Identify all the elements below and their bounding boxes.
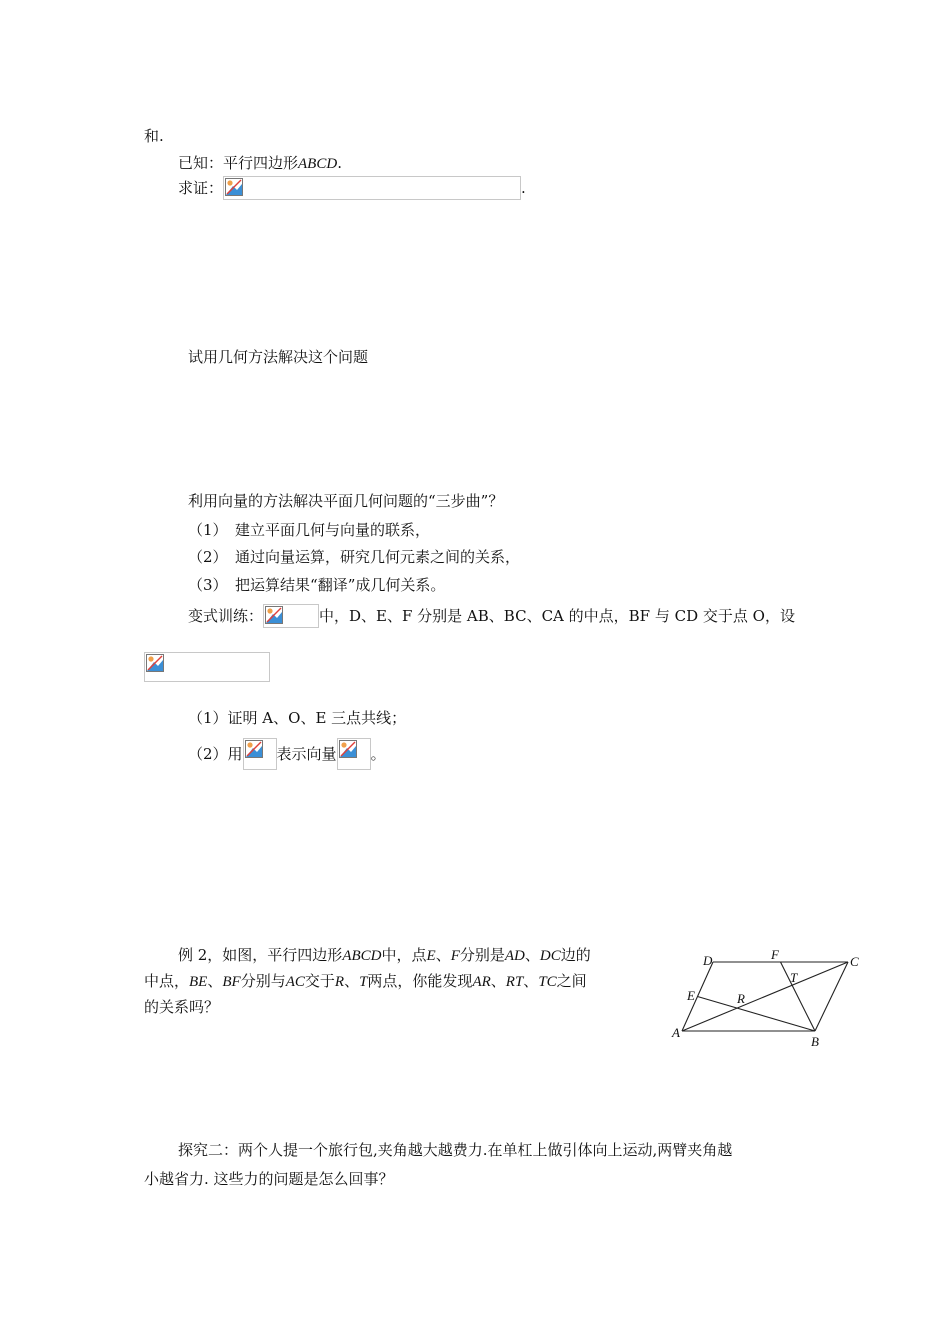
segment-bf [781, 962, 816, 1031]
example2-line-2 [144, 971, 587, 992]
broken-image-icon [339, 740, 357, 758]
ex2-text: 、 [490, 972, 506, 990]
three-steps-title: 利用向量的方法解决平面几何问题的“三步曲”？ [188, 492, 504, 510]
ex2-be: BE [189, 974, 208, 990]
side-bc [815, 962, 848, 1031]
ex2-text: 、 [435, 946, 451, 964]
broken-image-icon [146, 654, 164, 672]
known-label: 已知：平行四边形 [178, 154, 299, 172]
diagonal-ac [682, 962, 848, 1031]
label-c: C [850, 954, 859, 969]
ex2-text: 之间 [556, 972, 587, 990]
ex2-text: 中点， [144, 972, 190, 990]
vector-ao-image [337, 738, 371, 770]
ex2-text: 中，点 [381, 946, 427, 964]
variant-line [188, 603, 795, 628]
vector-setup-image [144, 652, 270, 682]
label-t: T [790, 970, 798, 985]
ex2-ad: AD [504, 948, 525, 964]
question-2 [188, 737, 386, 770]
parallelogram-figure [668, 946, 868, 1052]
variant-label: 变式训练： [188, 607, 264, 625]
step-1: （1） 建立平面几何与向量的联系， [188, 521, 431, 539]
known-end: . [337, 154, 342, 172]
ex2-text: 分别与 [240, 972, 286, 990]
question-1: （1）证明 A、O、E 三点共线； [188, 709, 407, 727]
broken-image-icon [225, 178, 243, 196]
formula-image [223, 176, 521, 200]
q2-prefix: （2）用 [188, 745, 243, 763]
ex2-text: 边的 [560, 946, 591, 964]
ex2-f: F [450, 948, 460, 964]
segment-be [698, 997, 816, 1032]
ex2-tc: TC [538, 974, 557, 990]
prove-line [178, 175, 526, 200]
label-d: D [703, 953, 713, 968]
step-2: （2） 通过向量运算，研究几何元素之间的关系， [188, 548, 521, 566]
label-e: E [687, 988, 695, 1003]
example2-line-1 [178, 945, 591, 966]
label-f: F [771, 947, 779, 962]
label-a: A [672, 1025, 680, 1040]
known-line [178, 153, 342, 174]
ex2-t: T [359, 974, 368, 990]
vector-a-b-image [243, 738, 277, 770]
ex2-ac: AC [285, 974, 305, 990]
explore2-line-2: 小越省力. 这些力的问题是怎么回事？ [144, 1170, 394, 1188]
triangle-image [263, 604, 319, 628]
ex2-text: 、 [524, 946, 540, 964]
ex2-dc: DC [539, 948, 561, 964]
ex2-text: 、 [344, 972, 360, 990]
q2-end: 。 [370, 745, 386, 763]
ex2-ar: AR [472, 974, 491, 990]
broken-image-icon [245, 740, 263, 758]
ex2-r: R [334, 974, 345, 990]
ex2-text: 两点，你能发现 [367, 972, 473, 990]
ex2-text: 分别是 [459, 946, 505, 964]
explore2-line-1: 探究二：两个人提一个旅行包,夹角越大越费力.在单杠上做引体向上运动,两臂夹角越 [178, 1141, 733, 1159]
ex2-rt: RT [505, 974, 524, 990]
geometry-method-text: 试用几何方法解决这个问题 [188, 348, 369, 366]
label-r: R [737, 991, 745, 1006]
broken-image-icon [265, 606, 283, 624]
step-3: （3） 把运算结果“翻译”成几何关系。 [188, 576, 446, 594]
variant-text: 中，D、E、F 分别是 AB、BC、CA 的中点，BF 与 CD 交于点 O，设 [319, 607, 795, 625]
example2-line-3: 的关系吗？ [144, 998, 220, 1016]
ex2-bf: BF [222, 974, 241, 990]
prove-label: 求证： [178, 179, 224, 197]
label-b: B [811, 1034, 819, 1049]
ex2-abcd: ABCD [342, 948, 382, 964]
q2-middle: 表示向量 [276, 745, 337, 763]
ex2-text: 例 2，如图，平行四边形 [178, 946, 343, 964]
known-abcd: ABCD [298, 156, 338, 172]
ex2-e: E [426, 948, 436, 964]
ex2-text: 、 [207, 972, 223, 990]
vector-setup-line [144, 652, 270, 682]
prove-end: . [521, 179, 526, 197]
text-he: 和. [144, 127, 164, 145]
ex2-text: 、 [523, 972, 539, 990]
ex2-text: 交于 [304, 972, 335, 990]
